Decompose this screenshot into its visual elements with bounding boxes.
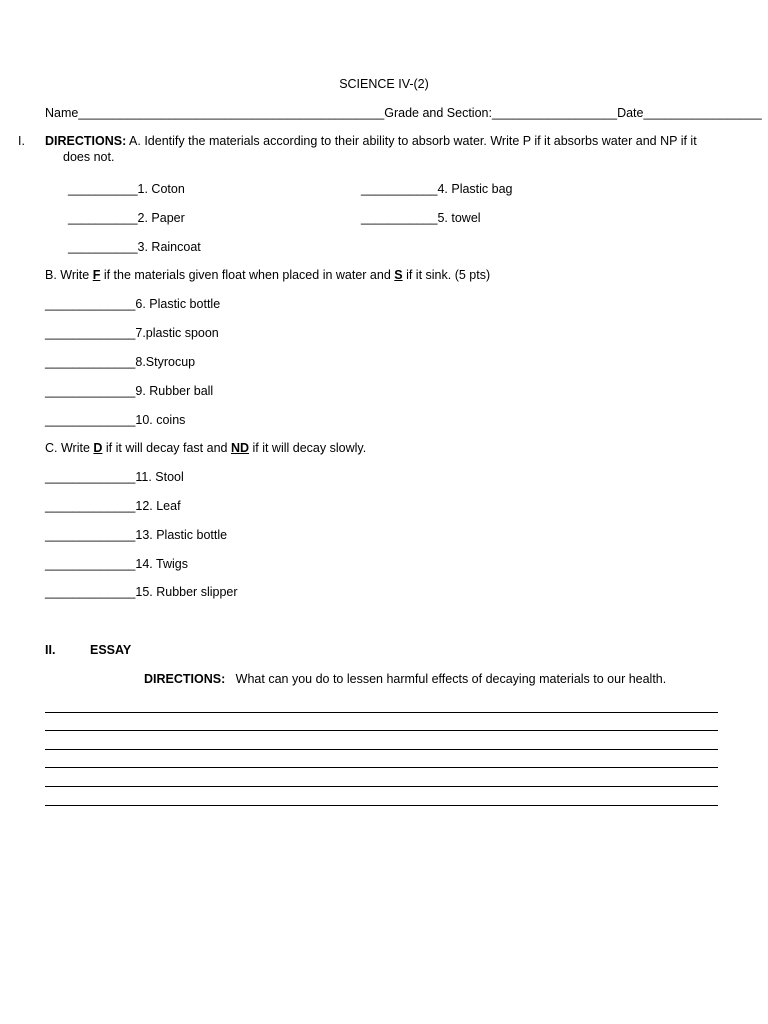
item-2[interactable]: __________2. Paper: [68, 211, 185, 225]
part-a-directions-line1: DIRECTIONS: A. Identify the materials according to their ability to absorb water. Write P if it absorbs water and NP if it: [45, 134, 697, 148]
item-7[interactable]: _____________7.plastic spoon: [45, 326, 219, 340]
student-info-row: [45, 105, 762, 121]
item-10[interactable]: _____________10. coins: [45, 413, 186, 427]
part-c-directions: C. Write D if it will decay fast and ND if it will decay slowly.: [45, 441, 367, 455]
directions-label: DIRECTIONS:: [45, 134, 127, 148]
item-13[interactable]: _____________13. Plastic bottle: [45, 528, 228, 542]
essay-heading: ESSAY: [90, 643, 132, 657]
part-b-directions: B. Write F if the materials given float when placed in water and S if it sink. (5 pts): [45, 268, 491, 282]
item-15[interactable]: _____________15. Rubber slipper: [45, 585, 238, 599]
essay-answer-line-1[interactable]: [45, 712, 718, 713]
essay-answer-line-4[interactable]: [45, 767, 718, 768]
item-14[interactable]: _____________14. Twigs: [45, 557, 188, 571]
essay-directions: DIRECTIONS: What can you do to lessen harmful effects of decaying materials to our health.: [144, 672, 667, 686]
item-4[interactable]: ___________4. Plastic bag: [361, 182, 513, 196]
item-3[interactable]: __________3. Raincoat: [68, 240, 201, 254]
essay-answer-line-6[interactable]: [45, 805, 718, 806]
essay-answer-line-5[interactable]: [45, 786, 718, 787]
item-9[interactable]: _____________9. Rubber ball: [45, 384, 214, 398]
name-field[interactable]: Name____________________________________________: [45, 106, 385, 120]
item-12[interactable]: _____________12. Leaf: [45, 499, 181, 513]
part-a-directions-line2: does not.: [63, 150, 115, 164]
item-8[interactable]: _____________8.Styrocup: [45, 355, 196, 369]
worksheet-title: SCIENCE IV-(2): [339, 77, 429, 91]
part-a-directions: [45, 133, 720, 165]
part-one-numeral: I.: [18, 134, 25, 148]
date-field[interactable]: Date_________________: [617, 106, 762, 120]
grade-section-field[interactable]: Grade and Section:__________________: [384, 106, 618, 120]
essay-answer-line-2[interactable]: [45, 730, 718, 731]
item-6[interactable]: _____________6. Plastic bottle: [45, 297, 221, 311]
essay-answer-line-3[interactable]: [45, 749, 718, 750]
part-two-numeral: II.: [45, 643, 56, 657]
item-5[interactable]: ___________5. towel: [361, 211, 481, 225]
item-1[interactable]: __________1. Coton: [68, 182, 185, 196]
item-11[interactable]: _____________11. Stool: [45, 470, 184, 484]
